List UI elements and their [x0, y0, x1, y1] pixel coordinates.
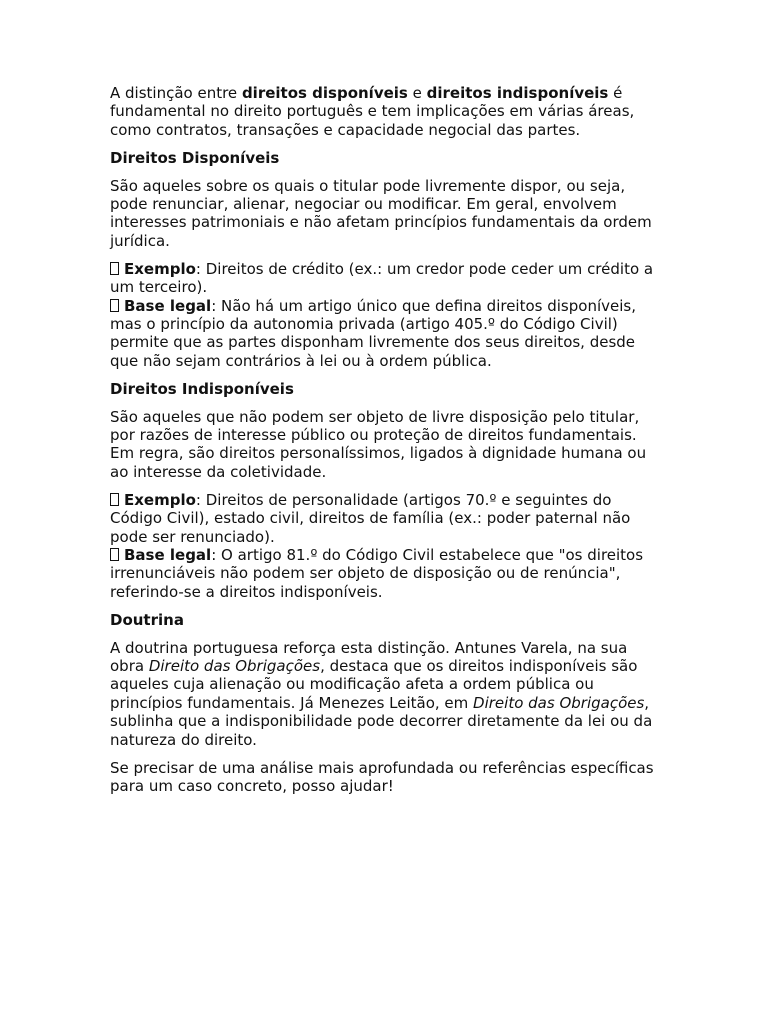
items-disponiveis — [110, 260, 660, 370]
document-body — [110, 84, 660, 805]
section-paragraph-indisponiveis: São aqueles que não podem ser objeto de livre disposição pelo titular, por razões de interesse público ou proteção de direitos fundamentais. Em regra, são direitos personalíssimos, ligados à dignidade humana ou ao interesse da coletividade. — [110, 407, 647, 481]
example-text: : Direitos de crédito (ex.: um credor pode ceder um crédito a um terceiro). — [110, 259, 654, 297]
legal-basis-item — [110, 546, 660, 601]
example-label: Exemplo — [124, 490, 196, 509]
legal-basis-text: : Não há um artigo único que defina direitos disponíveis, mas o princípio da autonomia privada (artigo 405.º do Código Civil) permite que as partes disponham livremente dos seus direitos, desde que não sejam contrários à lei ou à ordem pública. — [110, 296, 636, 370]
intro-text-1: A distinção entre — [110, 84, 242, 102]
doutrina-text-3: , sublinha que a indisponibilidade pode decorrer diretamente da lei ou da natureza do direito. — [110, 693, 653, 749]
section-heading-indisponiveis: Direitos Indisponíveis — [110, 379, 294, 398]
missing-glyph-icon — [110, 299, 119, 312]
doutrina-text-2: , destaca que os direitos indisponíveis são aqueles cuja alienação ou modificação afeta a ordem pública ou princípios fundamentais. Já Menezes Leitão, em — [110, 656, 638, 712]
intro-bold-1: direitos disponíveis — [241, 84, 408, 102]
example-item — [110, 260, 660, 297]
example-text: : Direitos de personalidade (artigos 70.º e seguintes do Código Civil), estado civil, direitos de família (ex.: poder paternal não pode ser renunciado). — [110, 490, 631, 546]
intro-text-2: e — [407, 84, 427, 102]
example-item — [110, 491, 660, 546]
legal-basis-text: : O artigo 81.º do Código Civil estabelece que "os direitos irrenunciáveis não podem ser objeto de disposição ou de renúncia", referindo-se a direitos indisponíveis. — [110, 545, 644, 601]
missing-glyph-icon — [110, 548, 119, 561]
legal-basis-label: Base legal — [124, 545, 212, 564]
section-paragraph-disponiveis: São aqueles sobre os quais o titular pode livremente dispor, ou seja, pode renunciar, alienar, negociar ou modificar. Em geral, envolvem interesses patrimoniais e não afetam princípios fundamentais da ordem jurídica. — [110, 176, 652, 250]
section-heading-doutrina: Doutrina — [110, 610, 184, 629]
section-paragraph-doutrina — [110, 639, 660, 749]
book-title-1: Direito das Obrigações — [148, 656, 321, 675]
intro-bold-2: direitos indisponíveis — [426, 84, 609, 102]
doutrina-text-1: A doutrina portuguesa reforça esta distinção. Antunes Varela, na sua obra — [110, 638, 628, 675]
missing-glyph-icon — [110, 493, 119, 506]
items-indisponiveis — [110, 491, 660, 601]
legal-basis-item — [110, 297, 660, 371]
legal-basis-label: Base legal — [124, 296, 212, 315]
book-title-2: Direito das Obrigações — [473, 693, 645, 712]
intro-paragraph — [110, 84, 660, 139]
closing-paragraph: Se precisar de uma análise mais aprofundada ou referências específicas para um caso concreto, posso ajudar! — [110, 758, 654, 795]
missing-glyph-icon — [110, 262, 119, 275]
example-label: Exemplo — [124, 259, 196, 278]
intro-text-3: é fundamental no direito português e tem implicações em várias áreas, como contratos, transações e capacidade negocial das partes. — [110, 84, 635, 139]
section-heading-disponiveis: Direitos Disponíveis — [110, 148, 280, 167]
